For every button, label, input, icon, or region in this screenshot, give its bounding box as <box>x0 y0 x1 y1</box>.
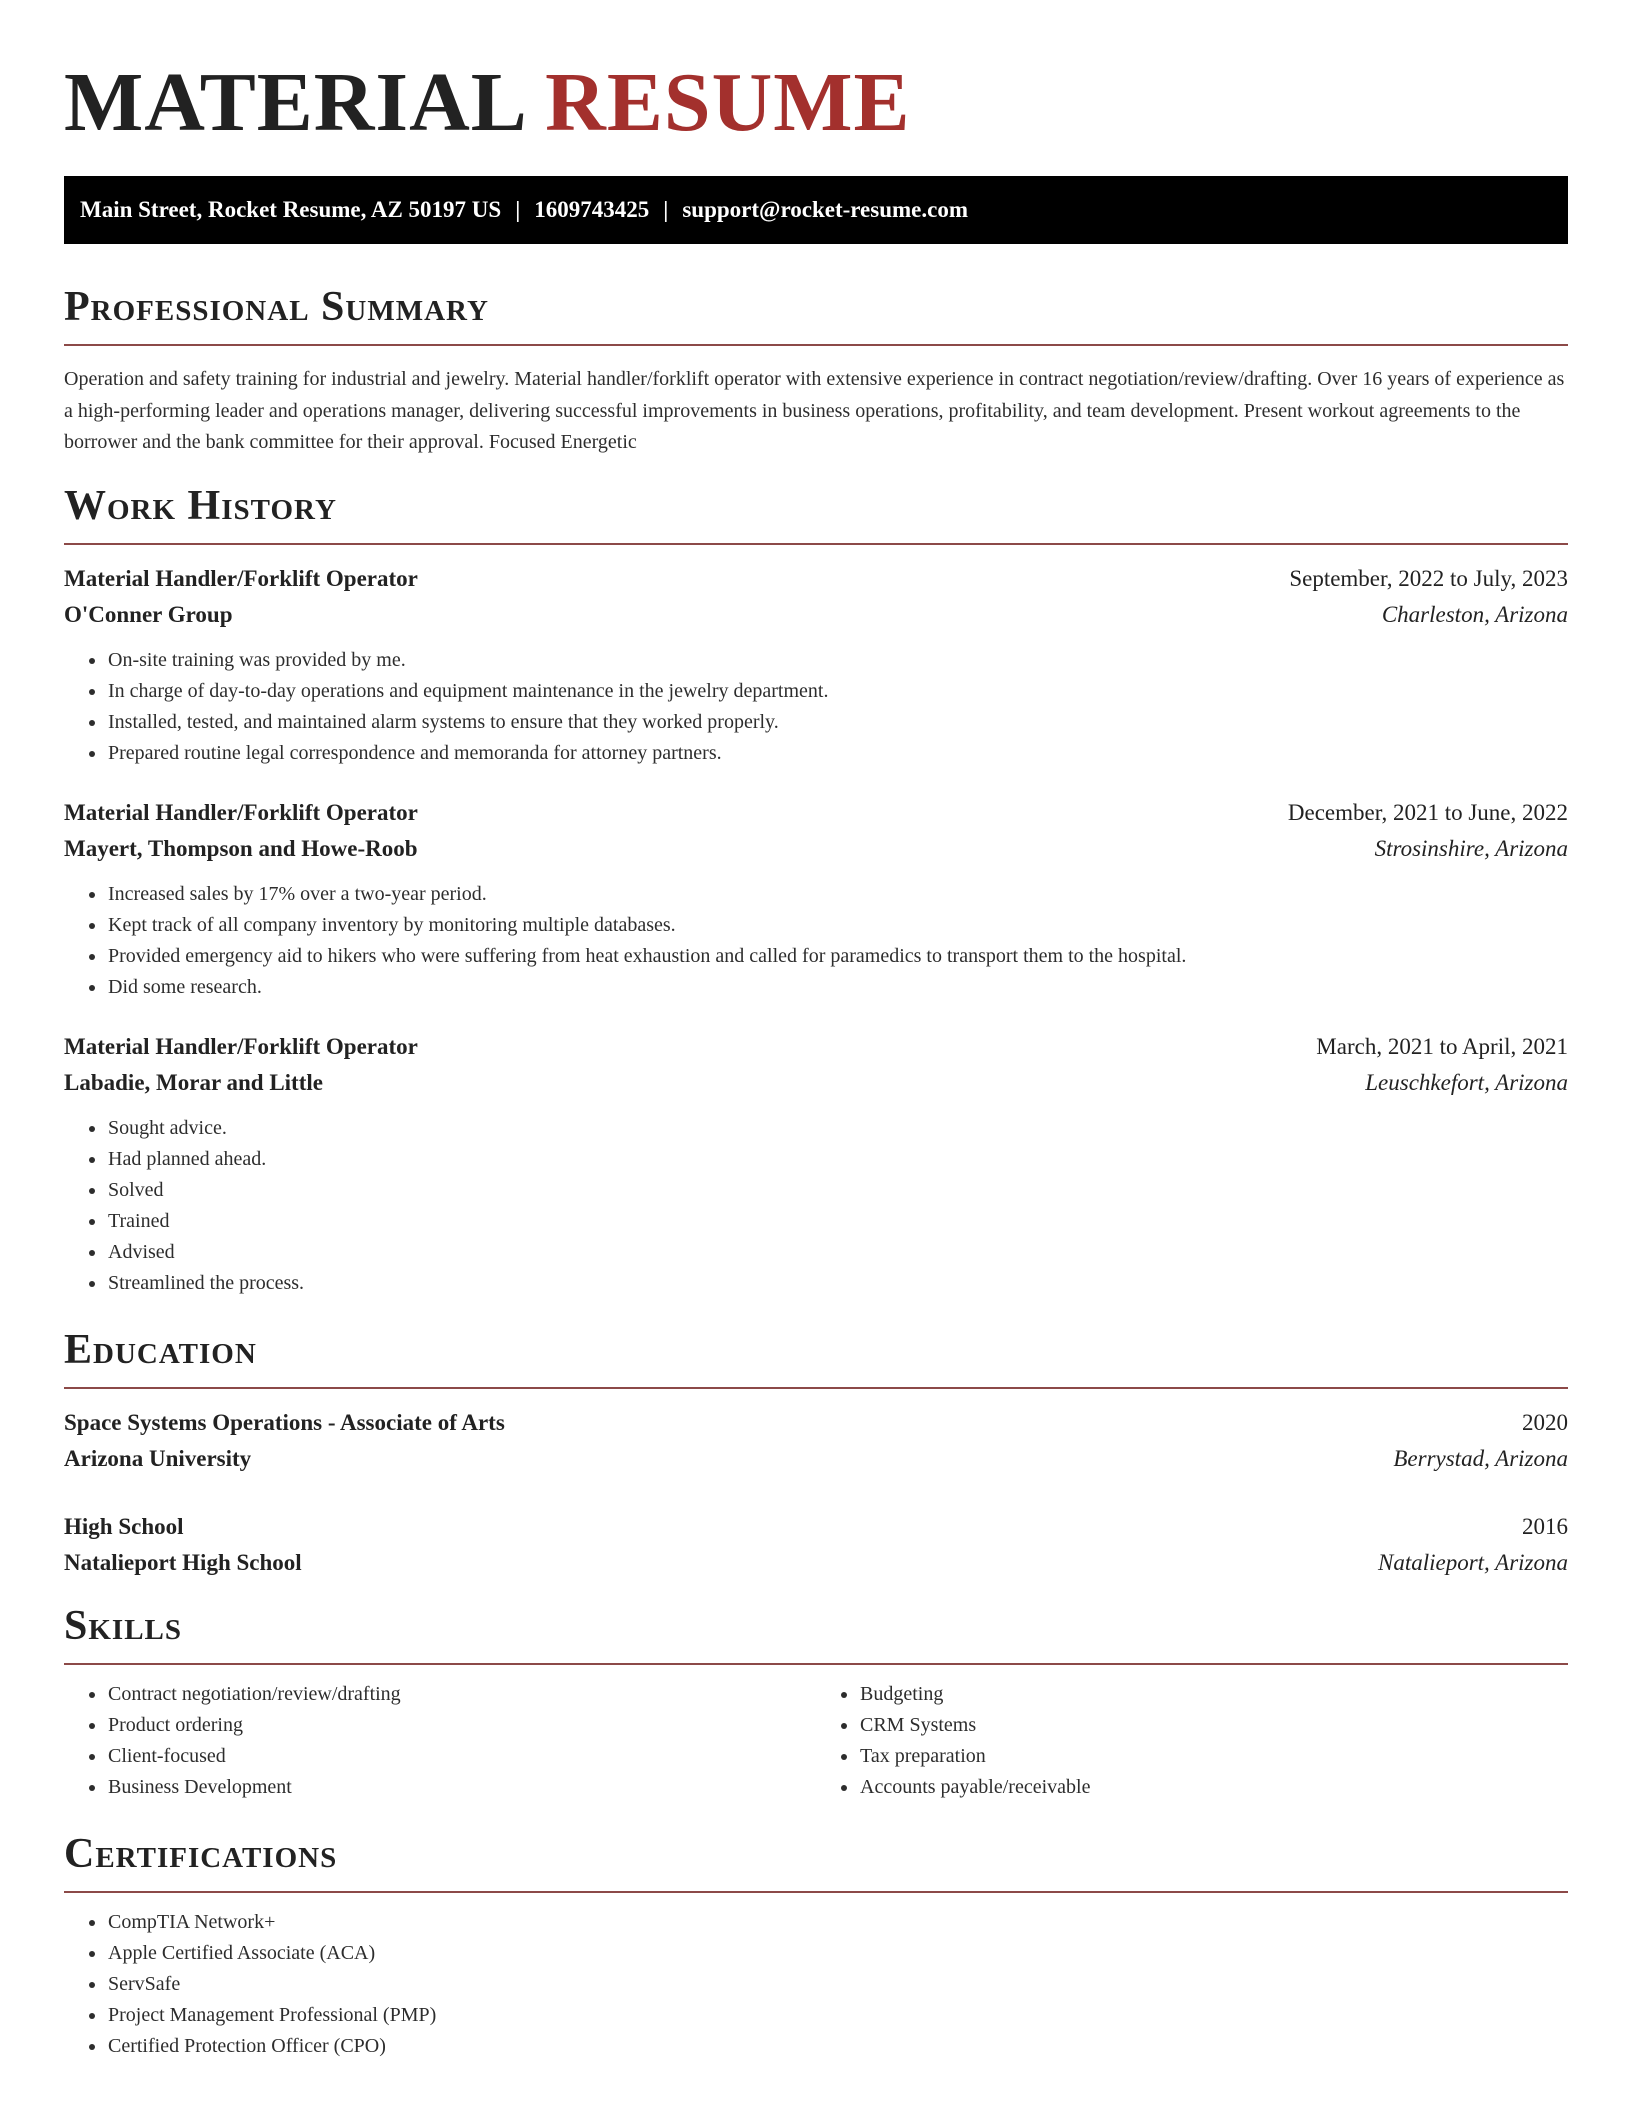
skill-item: • Tax preparation <box>859 1741 1568 1772</box>
education-entry <box>64 1509 1568 1581</box>
education-school-row <box>64 1441 1568 1477</box>
job-location: Leuschkefort, Arizona <box>1365 1069 1568 1095</box>
certification-item: • CompTIA Network+ <box>107 1907 1568 1938</box>
job-bullet: • Had planned ahead. <box>107 1144 1568 1175</box>
education-year: 2016 <box>1522 1513 1568 1539</box>
job-bullet: • Trained <box>107 1206 1568 1237</box>
skill-item: • Business Development <box>107 1772 816 1803</box>
job-bullet-list <box>64 879 1568 1003</box>
contact-bar <box>64 176 1568 244</box>
resume-title <box>64 0 1568 176</box>
skill-item: • Client-focused <box>107 1741 816 1772</box>
job-bullet: • Sought advice. <box>107 1113 1568 1144</box>
job-dates: September, 2022 to July, 2023 <box>1289 565 1568 591</box>
job-bullet: • Increased sales by 17% over a two-year period. <box>107 879 1568 910</box>
title-second-word: RESUME <box>545 56 911 149</box>
education-school: Natalieport High School <box>64 1549 302 1575</box>
summary-section <box>64 282 1568 459</box>
skill-item: • Budgeting <box>859 1679 1568 1710</box>
summary-text: Operation and safety training for industrial and jewelry. Material handler/forklift operator with extensive experience in contract negotiation/review/drafting. Over 16 years of experience as a high-performing leader and operations manager, delivering successful improvements in business operations, profitability, and team development. Present workout agreements to the borrower and the bank committee for their approval. Focused Energetic <box>64 368 1565 453</box>
skills-grid <box>64 1679 1568 1803</box>
job-entry <box>64 561 1568 769</box>
certifications-list <box>64 1907 1568 2062</box>
job-location: Strosinshire, Arizona <box>1374 835 1568 861</box>
certification-item: • Apple Certified Associate (ACA) <box>107 1938 1568 1969</box>
job-company: Mayert, Thompson and Howe-Roob <box>64 835 418 861</box>
work-history-heading: Work History <box>64 481 1568 545</box>
job-bullet: • Solved <box>107 1175 1568 1206</box>
contact-phone: 1609743425 <box>534 197 650 222</box>
job-company: O'Conner Group <box>64 601 233 627</box>
education-section <box>64 1325 1568 1581</box>
job-company-row <box>64 1065 1568 1101</box>
job-dates: December, 2021 to June, 2022 <box>1287 799 1568 825</box>
job-bullet: • Did some research. <box>107 972 1568 1003</box>
job-location: Charleston, Arizona <box>1381 601 1568 627</box>
contact-separator: | <box>515 197 521 222</box>
education-degree: Space Systems Operations - Associate of Arts <box>64 1409 505 1435</box>
education-location: Berrystad, Arizona <box>1393 1445 1568 1471</box>
certification-item: • Certified Protection Officer (CPO) <box>107 2031 1568 2062</box>
education-school-row <box>64 1545 1568 1581</box>
certification-item: • ServSafe <box>107 1969 1568 2000</box>
job-title: Material Handler/Forklift Operator <box>64 799 418 825</box>
skill-item: • CRM Systems <box>859 1710 1568 1741</box>
skills-section <box>64 1601 1568 1803</box>
job-dates: March, 2021 to April, 2021 <box>1316 1033 1568 1059</box>
job-bullet: • In charge of day-to-day operations and equipment maintenance in the jewelry department. <box>107 676 1568 707</box>
job-bullet: • Provided emergency aid to hikers who were suffering from heat exhaustion and called for paramedics to transport them to the hospital. <box>107 941 1568 972</box>
certifications-heading: Certifications <box>64 1829 1568 1893</box>
contact-separator: | <box>663 197 669 222</box>
work-history-section <box>64 481 1568 1299</box>
job-bullet-list <box>64 645 1568 769</box>
job-bullet-list <box>64 1113 1568 1299</box>
skill-item: • Contract negotiation/review/drafting <box>107 1679 816 1710</box>
job-entry <box>64 795 1568 1003</box>
skill-item: • Product ordering <box>107 1710 816 1741</box>
job-company-row <box>64 831 1568 867</box>
job-header-row <box>64 561 1568 597</box>
skills-list-left <box>64 1679 816 1803</box>
job-bullet: • On-site training was provided by me. <box>107 645 1568 676</box>
skill-item: • Accounts payable/receivable <box>859 1772 1568 1803</box>
certification-item: • Project Management Professional (PMP) <box>107 2000 1568 2031</box>
skills-list-right <box>816 1679 1568 1803</box>
job-bullet: • Prepared routine legal correspondence and memoranda for attorney partners. <box>107 738 1568 769</box>
job-bullet: • Streamlined the process. <box>107 1268 1568 1299</box>
education-degree-row <box>64 1509 1568 1545</box>
job-company: Labadie, Morar and Little <box>64 1069 323 1095</box>
job-header-row <box>64 795 1568 831</box>
job-bullet: • Advised <box>107 1237 1568 1268</box>
education-year: 2020 <box>1522 1409 1568 1435</box>
education-school: Arizona University <box>64 1445 252 1471</box>
job-title: Material Handler/Forklift Operator <box>64 1033 418 1059</box>
job-header-row <box>64 1029 1568 1065</box>
contact-email: support@rocket-resume.com <box>682 197 968 222</box>
education-entry <box>64 1405 1568 1477</box>
job-title: Material Handler/Forklift Operator <box>64 565 418 591</box>
skills-heading: Skills <box>64 1601 1568 1665</box>
education-degree: High School <box>64 1513 184 1539</box>
job-entry <box>64 1029 1568 1299</box>
job-company-row <box>64 597 1568 633</box>
education-heading: Education <box>64 1325 1568 1389</box>
contact-address: Main Street, Rocket Resume, AZ 50197 US <box>80 197 502 222</box>
education-degree-row <box>64 1405 1568 1441</box>
education-location: Natalieport, Arizona <box>1378 1549 1568 1575</box>
job-bullet: • Installed, tested, and maintained alarm systems to ensure that they worked properly. <box>107 707 1568 738</box>
certifications-section <box>64 1829 1568 2062</box>
summary-heading: Professional Summary <box>64 282 1568 346</box>
title-first-word: MATERIAL <box>64 56 524 149</box>
job-bullet: • Kept track of all company inventory by monitoring multiple databases. <box>107 910 1568 941</box>
